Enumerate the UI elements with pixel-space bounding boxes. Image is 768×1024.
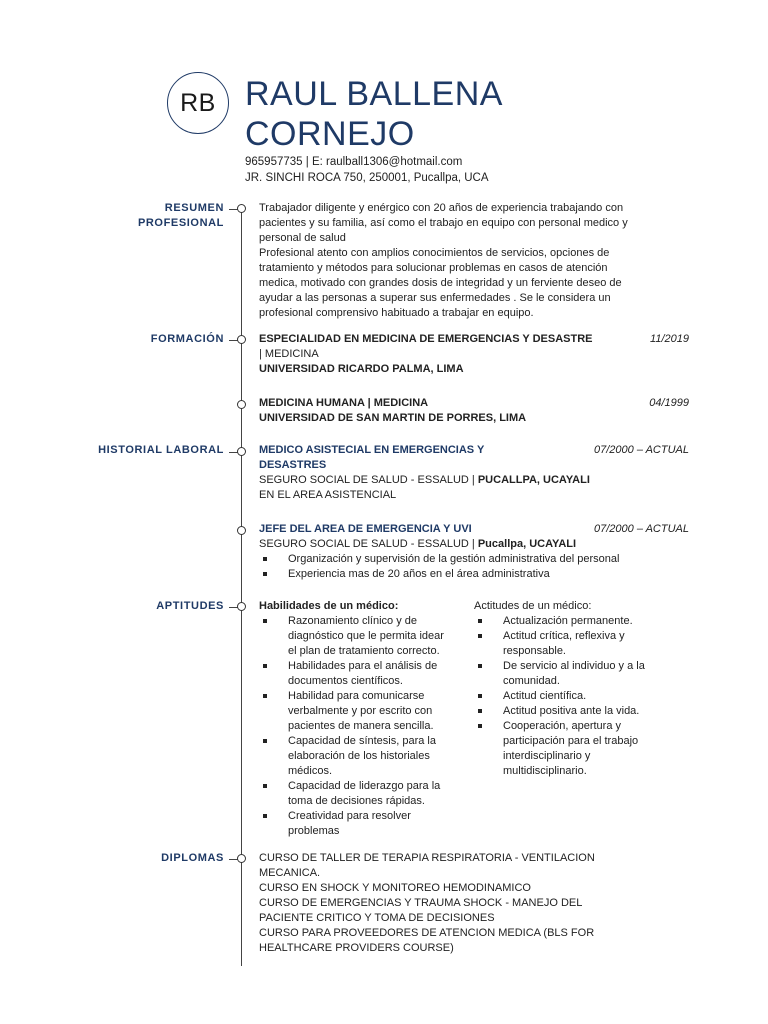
education-school: UNIVERSIDAD RICARDO PALMA, LIMA [259,363,464,375]
resumen-text [259,201,689,321]
section-label-resumen [138,201,224,231]
timeline-dot [237,335,246,344]
list-item [259,689,469,734]
education-date: 04/1999 [649,397,689,409]
item-line: Cooperación, apertura y [503,720,622,732]
item-line: verbalmente y por escrito con [288,705,433,717]
attitudes-list [474,614,689,779]
job-title-cont: DESASTRES [259,459,327,471]
item-line: médicos. [288,765,333,777]
contact-phone-email: 965957735 | E: raulball1306@hotmail.com [245,156,463,168]
item-line: Actitud positiva ante la vida. [503,705,640,717]
item-line: responsable. [503,645,566,657]
job-employer [259,537,689,552]
employer-name: SEGURO SOCIAL DE SALUD - ESSALUD | [259,474,478,486]
text-line: CURSO DE TALLER DE TERAPIA RESPIRATORIA - VENTILACION [259,852,595,864]
text-line: personal de salud [259,232,346,244]
item-line: el plan de tratamiento correcto. [288,645,440,657]
timeline-dot [237,447,246,456]
list-item: Organización y supervisión de la gestión administrativa del personal [259,552,689,567]
label-line: PROFESIONAL [137,217,224,229]
list-item [259,779,469,809]
education-title-row [259,396,689,411]
monogram-text: RB [180,88,216,117]
item-line: Habilidad para comunicarse [288,690,425,702]
monogram [167,72,229,134]
text-line: profesional comprensivo habituado a trabajar en equipo. [259,307,534,319]
list-item [259,734,469,779]
item-line: Creatividad para resolver [288,810,411,822]
text-line: MECANICA. [259,867,321,879]
item-line: comunidad. [503,675,560,687]
job-entry [259,443,689,503]
list-item [474,704,689,719]
timeline-dot [237,204,246,213]
employer-location: Pucallpa, UCAYALI [477,538,577,550]
text-line: pacientes y su familia, así como el trabajo en equipo con personal medico y [259,217,628,229]
text-line: medica, motivado con grandes dosis de integridad y un ferviente deseo de [259,277,622,289]
item-line: Capacidad de liderazgo para la [288,780,441,792]
section-label-aptitudes: APTITUDES [156,600,224,612]
item-line: elaboración de los historiales [288,750,430,762]
education-entry [259,396,689,426]
candidate-name [245,74,503,154]
skills-list [259,614,469,839]
job-title: MEDICO ASISTECIAL EN EMERGENCIAS Y [259,444,485,456]
text-line: tratamiento y métodos para solucionar problemas en casos de atención [259,262,608,274]
name-line-1: RAUL BALLENA [245,75,503,113]
list-item [474,719,689,779]
text-line: Profesional atento con amplios conocimientos de servicios, opciones de [259,247,610,259]
contact-address: JR. SINCHI ROCA 750, 250001, Pucallpa, UCA [245,172,489,184]
job-title-row [259,443,689,458]
timeline-dot [237,526,246,535]
text-line: ayudar a las personas a superar sus enfermedades . Se le considera un [259,292,611,304]
timeline-line [241,208,242,966]
item-line: Capacidad de síntesis, para la [288,735,436,747]
attitudes-heading: Actitudes de un médico: [474,600,592,612]
text-line: CURSO DE EMERGENCIAS Y TRAUMA SHOCK - MANEJO DEL [259,897,583,909]
list-item: Experiencia mas de 20 años en el área administrativa [259,567,689,582]
attitudes-column [474,599,689,779]
education-subtitle: | MEDICINA [259,348,319,360]
education-school: UNIVERSIDAD DE SAN MARTIN DE PORRES, LIMA [259,412,527,424]
job-title: JEFE DEL AREA DE EMERGENCIA Y UVI [259,523,472,535]
text-line: HEALTHCARE PROVIDERS COURSE) [259,942,454,954]
education-entry [259,332,689,377]
item-line: multidisciplinario. [503,765,587,777]
list-item [259,809,469,839]
list-item [259,659,469,689]
list-item [474,689,689,704]
item-line: toma de decisiones rápidas. [288,795,425,807]
employer-location: PUCALLPA, UCAYALI [477,474,590,486]
job-bullets [259,552,689,582]
list-item [474,614,689,629]
item-line: Actitud científica. [503,690,587,702]
education-title: ESPECIALIDAD EN MEDICINA DE EMERGENCIAS Y DESASTRE [259,333,593,345]
skills-heading: Habilidades de un médico: [259,600,399,612]
text-line: Trabajador diligente y enérgico con 20 años de experiencia trabajando con [259,202,624,214]
text-line: CURSO PARA PROVEEDORES DE ATENCION MEDICA (BLS FOR [259,927,595,939]
skills-column [259,599,469,839]
item-line: Razonamiento clínico y de [288,615,418,627]
list-item [474,659,689,689]
list-item [259,614,469,659]
education-date: 11/2019 [650,333,689,345]
item-line: Actualización permanente. [503,615,633,627]
item-line: diagnóstico que le permita idear [288,630,444,642]
item-line: interdisciplinario y [503,750,591,762]
name-line-2: CORNEJO [245,115,415,153]
text-line: PACIENTE CRITICO Y TOMA DE DECISIONES [259,912,495,924]
job-date: 07/2000 – ACTUAL [594,444,689,456]
section-label-diplomas: DIPLOMAS [161,852,224,864]
item-line: De servicio al individuo y a la [503,660,645,672]
text-line: CURSO EN SHOCK Y MONITOREO HEMODINAMICO [259,882,531,894]
diplomas-text [259,851,689,956]
section-label-formacion: FORMACIÓN [150,333,224,345]
label-line: RESUMEN [164,202,224,214]
job-title-row [259,522,689,537]
education-title: MEDICINA HUMANA | MEDICINA [259,397,429,409]
item-line: problemas [288,825,340,837]
job-detail: EN EL AREA ASISTENCIAL [259,489,397,501]
education-title-row [259,332,689,347]
item-line: documentos científicos. [288,675,403,687]
list-item [474,629,689,659]
employer-name: SEGURO SOCIAL DE SALUD - ESSALUD | [259,538,478,550]
job-entry [259,522,689,582]
item-line: pacientes de manera sencilla. [288,720,434,732]
job-date: 07/2000 – ACTUAL [594,523,689,535]
item-line: Habilidades para el análisis de [288,660,438,672]
timeline-dot [237,400,246,409]
job-employer [259,473,689,488]
timeline-dot [237,854,246,863]
section-label-historial: HISTORIAL LABORAL [98,444,224,456]
item-line: Actitud crítica, reflexiva y [503,630,625,642]
item-line: participación para el trabajo [503,735,639,747]
timeline-dot [237,602,246,611]
